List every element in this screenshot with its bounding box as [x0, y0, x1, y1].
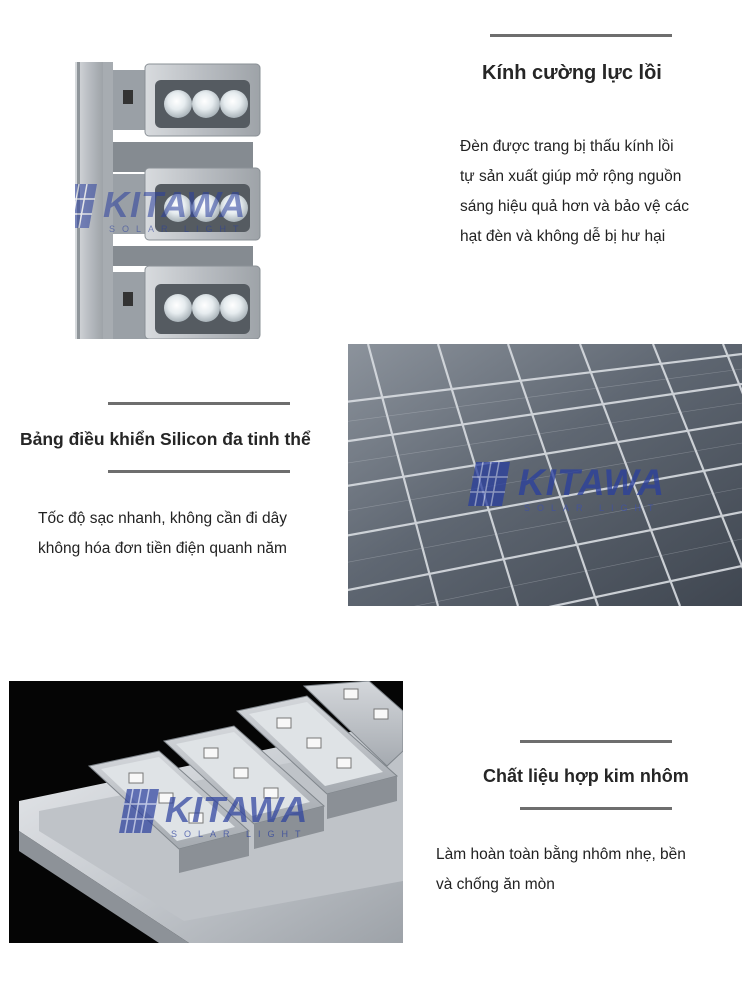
convex-lens-photo: [75, 62, 265, 339]
section2-description: [38, 504, 338, 564]
section2-bottom-divider: [108, 470, 290, 473]
section1-line-3: sáng hiệu quả hơn và bảo vệ các: [460, 198, 690, 215]
solar-panel-logo-icon: [468, 462, 510, 506]
section3-top-divider: [520, 740, 672, 743]
section1-title: Kính cường lực lồi: [482, 62, 662, 84]
solar-panel-logo-icon: [75, 184, 97, 228]
watermark-tagline-3: SOLAR LIGHT: [171, 829, 308, 839]
section1-line-4: hạt đèn và không dễ bị hư hại: [460, 228, 666, 245]
watermark-brand: KITAWA: [103, 184, 247, 225]
watermark-brand-2: KITAWA: [518, 462, 666, 503]
aluminium-housing-photo: [9, 681, 403, 943]
section1-line-2: tự sản xuất giúp mở rộng nguồn: [460, 168, 682, 185]
section3-line-2: và chống ăn mòn: [436, 876, 555, 893]
section3-title: Chất liệu hợp kim nhôm: [483, 766, 689, 786]
watermark-tagline-2: SOLAR LIGHT: [524, 503, 661, 513]
section1-top-divider: [490, 34, 672, 37]
section1-description: [460, 132, 745, 252]
section3-bottom-divider: [520, 807, 672, 810]
section2-line-1: Tốc độ sạc nhanh, không cần đi dây: [38, 510, 288, 527]
section2-top-divider: [108, 402, 290, 405]
section1-line-1: Đèn được trang bị thấu kính lồi: [460, 138, 674, 155]
section2-line-2: không hóa đơn tiền điện quanh năm: [38, 540, 287, 557]
solar-panel-logo-icon: [119, 789, 159, 833]
section2-title: Bảng điều khiển Silicon đa tinh thể: [20, 429, 311, 449]
watermark-tagline: SOLAR LIGHT: [109, 224, 246, 234]
section3-description: [436, 840, 746, 900]
solar-panel-photo: [348, 344, 742, 606]
section3-line-1: Làm hoàn toàn bằng nhôm nhẹ, bền: [436, 846, 686, 863]
watermark-brand-3: KITAWA: [165, 789, 309, 830]
